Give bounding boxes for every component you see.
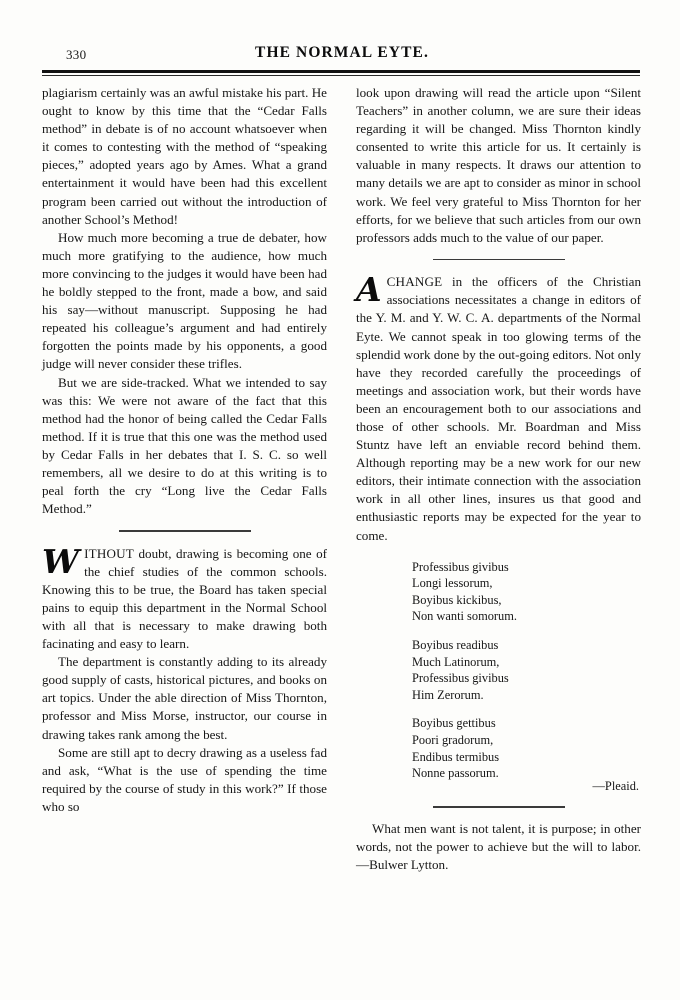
verse-line: Nonne passorum. — [412, 766, 499, 781]
paragraph-lead-word: ITHOUT — [84, 545, 134, 561]
section-divider — [433, 806, 565, 807]
verse-line: Professibus givibus — [412, 671, 509, 686]
paragraph-body: doubt, drawing is becoming one of the chief studies of the common schools. Knowing this to be true, the Board has taken special pains to equip this department in the Normal School with all that is necessary to make drawing both facinating and easy to learn. — [42, 545, 327, 652]
header-rule-thick — [42, 70, 640, 73]
dropcap-letter-w: W — [42, 541, 80, 581]
journal-title: THE NORMAL EYTE. — [255, 44, 429, 61]
paragraph: look upon drawing will read the article upon “Silent Teachers” in another column, we are sure their ideas regarding it will be changed. Miss Thornton kindly consented to write this article for us. It certainly is valuable in many respects. It draws our attention to many details we are apt to consider as minor in school work. We feel very grateful to Miss Thornton for her efforts, for we believe that such articles from our own professors adds much to the value of our paper. — [356, 85, 641, 245]
paragraph: But we are side-tracked. What we intended to say was this: We were not aware of the fact that this method had the honor of being called the Cedar Falls method. If it is true that this one was the method used by Cedar Falls in her debates that I. S. C. so well remembers, all we desire to do at this writing is to peal forth the cry “Long live the Cedar Falls Method.” — [42, 374, 327, 517]
verse-line: Endibus termibus — [412, 749, 500, 764]
paragraph: How much more becoming a true de debater, how much more gratifying to the audience, how much more convincing to the judges it would have been had he boldly stepped to the front, made a bow, and said his say—without manuscript. Supposing he had repeated his colleague’s argument and had entirely forgotten the points made by his opponents, a good judge will never consider these trifles. — [42, 229, 327, 372]
verse-line: Much Latinorum, — [412, 654, 500, 669]
verse-stanza — [412, 715, 641, 781]
verse-line: Boyibus kickibus, — [412, 592, 502, 607]
page-number: 330 — [66, 47, 87, 62]
paragraph-body: in the officers of the Christian associations necessitates a change in editors of the Y. M. and Y. W. C. A. departments of the Normal Eyte. We cannot speak in too glowing terms of the splendid work done by the out-going editors. Not only have they recorded carefully the proceedings of meetings and association work, but their words have been an encouragement both to our associations and those of other schools. Mr. Boardman and Miss Stuntz have left an enviable record behind them. Although reporting may be a new work for our new editors, their intimate connection with the association work in all other lines, insures us that good and enthusiastic reports may be expected for the year to come. — [356, 274, 641, 543]
section-divider — [119, 530, 251, 531]
paragraph: The department is constantly adding to its already good supply of casts, historical pictures, and books on art topics. Under the able direction of Miss Thornton, professor and Miss Morse, instructor, our course in drawing takes rank among the best. — [42, 654, 327, 742]
left-column — [42, 84, 327, 816]
verse-line: Professibus givibus — [412, 559, 509, 574]
section-divider — [433, 259, 565, 260]
verse-attribution: —Pleaid. — [592, 779, 639, 794]
verse-block — [356, 559, 641, 796]
dropcap-letter-a: A — [356, 270, 382, 310]
paragraph-with-dropcap — [356, 270, 641, 544]
paragraph-lead-word: CHANGE — [386, 274, 443, 290]
verse-line: Him Zerorum. — [412, 687, 484, 702]
verse-line: Boyibus gettibus — [412, 716, 496, 731]
verse-stanza — [412, 637, 641, 703]
verse-line: Boyibus readibus — [412, 638, 499, 653]
verse-line: Poori gradorum, — [412, 732, 494, 747]
header-rule-thin — [42, 75, 640, 76]
running-head — [42, 44, 642, 68]
verse-line: Longi lessorum, — [412, 576, 493, 591]
paragraph: Some are still apt to decry drawing as a useless fad and ask, “What is the use of spending the time required by the course of study in this work?” If those who so — [42, 744, 327, 814]
verse-stanza — [412, 559, 641, 625]
paragraph: What men want is not talent, it is purpose; in other words, not the power to achieve but the will to labor.—Bulwer Lytton. — [356, 820, 641, 872]
right-column — [356, 84, 641, 874]
paragraph: plagiarism certainly was an awful mistake his part. He ought to know by this time that the “Cedar Falls method” in debate is of no account whatsoever when it comes to contesting with the method of “speaking pieces,” adopted years ago by Ames. What a grand entertainment it would have been had this excellent program been carried out without the introduction of another School’s Method! — [42, 85, 327, 227]
paragraph-with-dropcap — [42, 541, 327, 654]
verse-line: Non wanti somorum. — [412, 609, 517, 624]
